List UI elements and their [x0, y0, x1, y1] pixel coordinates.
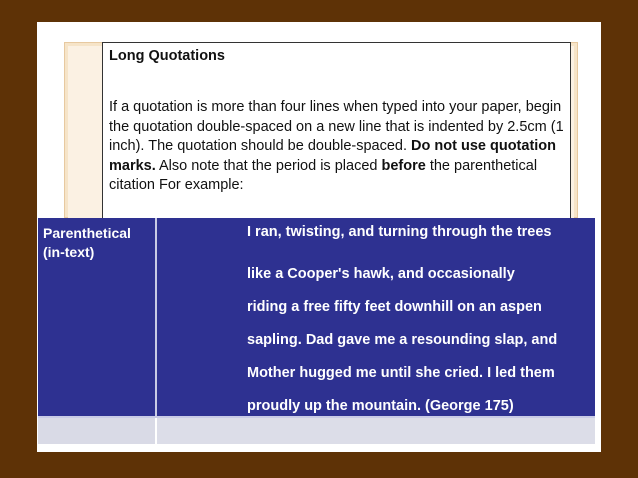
- note-body: [109, 98, 564, 196]
- note-end: the parenthetical citation For example:: [109, 157, 538, 193]
- table-row: [38, 218, 595, 417]
- table-row: [38, 417, 595, 444]
- long-quotations-note: [102, 42, 571, 218]
- empty-cell: [156, 417, 595, 444]
- citation-example-table: [38, 218, 595, 444]
- quote-line: riding a free fifty feet downhill on an aspen: [247, 299, 542, 315]
- note-title: Long Quotations: [109, 48, 225, 64]
- citation-type-line1: Parenthetical: [43, 225, 131, 241]
- quote-line: Mother hugged me until she cried. I led them: [247, 365, 555, 381]
- citation-type-line2: (in-text): [43, 244, 95, 260]
- quote-line: like a Cooper's hawk, and occasionally: [247, 266, 515, 282]
- note-bold-before: before: [381, 157, 426, 174]
- quote-example-cell: [156, 218, 595, 417]
- quote-line: sapling. Dad gave me a resounding slap, and: [247, 332, 558, 348]
- note-middle: Also note that the period is placed: [155, 157, 382, 174]
- quote-line: I ran, twisting, and turning through the trees: [247, 224, 552, 240]
- note-bold-warning: Do not use quotation marks.: [109, 138, 557, 174]
- quote-line: proudly up the mountain. (George 175): [247, 398, 514, 414]
- citation-type-cell: [38, 218, 156, 417]
- note-intro: If a quotation is more than four lines when typed into your paper, begin the quotation double-spaced on a new line that is indented by 2.5cm (1 inch). The quotation should be double-spaced.: [109, 99, 564, 154]
- empty-cell: [38, 417, 156, 444]
